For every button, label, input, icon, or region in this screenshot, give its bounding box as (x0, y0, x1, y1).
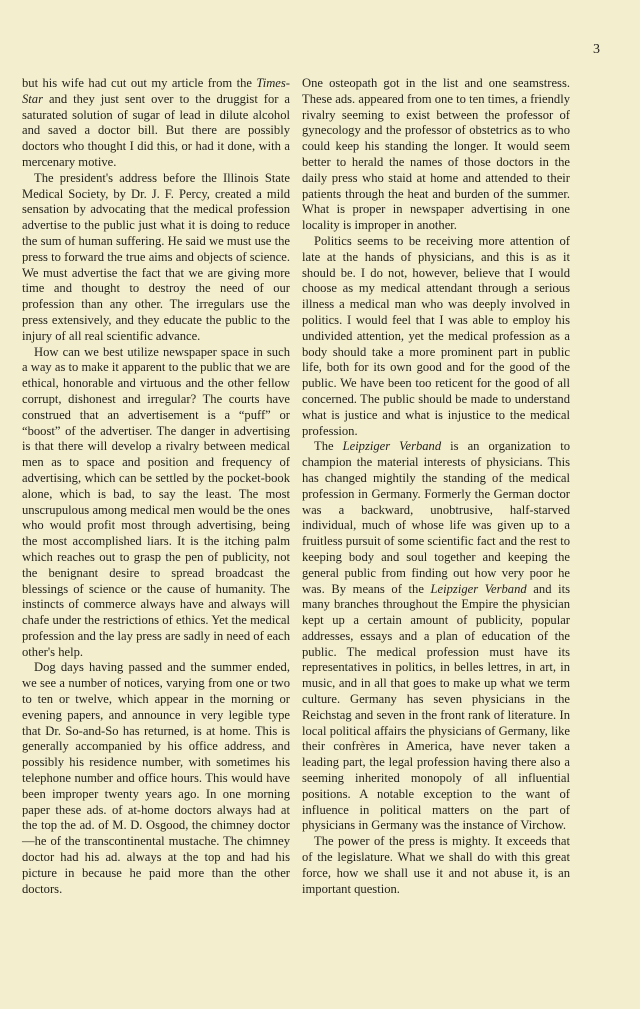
page-number: 3 (593, 42, 600, 57)
paragraph: The president's address before the Illinois State Medical Society, by Dr. J. F. Percy, created a mild sensation by advocating that the medical profession advertise to the public just what it is doing to reduce the sum of human suffering. He said we must use the press to forward the true aims and objects of science. We must advertise the fact that we are giving more time and thought to destroy the need of our profession than any other. The irregulars use the press extensively, and they educate the public to the injury of all real scientific advance. (22, 170, 290, 343)
right-column (302, 76, 570, 897)
paragraph: The power of the press is mighty. It exceeds that of the legislature. What we shall do with this great force, how we shall use it and not abuse it, is an important question. (302, 834, 570, 896)
paragraph: Dog days having passed and the summer ended, we see a number of notices, varying from one or two to ten or twelve, which appear in the morning or evening papers, and announce in very legible type that Dr. So-and-So has returned, is at home. This is generally accompanied by his office address, and possibly his residence number, with sometimes his telephone number and office hours. This would have been improper twenty years ago. In one morning paper these ads. of at-home doctors always had at the top the ad. of M. D. Osgood, the chimney doctor—he of the transcontinental mustache. The chimney doctor had his ad. always at the top and had his picture in because he paid more than the other doctors. (22, 660, 290, 896)
paragraph: but his wife had cut out my article from the Times-Star and they just sent over to the druggist for a saturated solution of sugar of lead in dilute alcohol and saved a doctor bill. But there are possibly doctors who thought I did this, or had it done, with a mercenary motive. (22, 76, 290, 169)
paragraph: The Leipziger Verband is an organization to champion the material interests of physicians. This has changed mightily the standing of the medical profession in Germany. Formerly the German doctor was a backward, unobtrusive, half-starved individual, much of whose life was given up to a fruitless pursuit of some scientific fact and the rest to keeping body and soul together and keeping the general public from finding out how very poor he was. By means of the Leipziger Verband and its many branches throughout the Empire the physician kept up a certain amount of publicity, popular addresses, essays and a plan of education of the public. The medical profession must have its representatives in politics, in belles lettres, in art, in music, and in all that goes to make up what we term culture. Germany has seven physicians in the Reichstag and seven in the front rank of literature. In local political affairs the physicians of Germany, like their confrères in America, have never taken a leading part, the legal profession having there also a seeming inherited monopoly of all influential positions. A notable exception to the want of influence in political matters on the part of physicians in Germany was the instance of Virchow. (302, 439, 571, 833)
paragraph: Politics seems to be receiving more attention of late at the hands of physicians, and this is as it should be. I do not, however, believe that I would choose as my medical attendant through a serious illness a medical man who was deeply involved in politics. I would feel that I was able to employ his undivided attention, yet the medical profession as a body should take a more prominent part in public life, both for its own good and for the good of the public. We have been too reticent for the good of all concerned. The public should be made to understand what is justice and what is injustice to the medical profession. (302, 233, 570, 438)
left-column (22, 76, 290, 897)
paragraph: How can we best utilize newspaper space in such a way as to make it apparent to the public that we are ethical, honorable and virtuous and the other fellow corrupt, dishonest and irregular? The courts have construed that an advertisement is a “puff” or “boost” of the advertiser. The danger in advertising is that there will develop a rivalry between medical men as to space and position and frequency of advertising, which can be settled by the pocket-book alone, which is bad, to say the least. The most unscrupulous among medical men would be the ones who would profit most through advertising, being the most accomplished liars. It is the itching palm which reaches out to grasp the pen of publicity, not the benignant desire to spread broadcast the blessings of science or the cause of humanity. The instincts of commerce always have and always will chafe under the restrictions of ethics. Yet the medical profession and the lay press are sadly in need of each other's help. (22, 344, 290, 659)
paragraph: One osteopath got in the list and one seamstress. These ads. appeared from one to ten times, a friendly rivalry seeming to exist between the professor of gynecology and the professor of obstetrics as to who could keep his standing the longer. It would seem better to herald the names of those doctors in the daily press who staid at home and attended to their patients through the heat and burden of the summer. What is proper in newspaper advertising in one locality is improper in another. (302, 76, 570, 233)
